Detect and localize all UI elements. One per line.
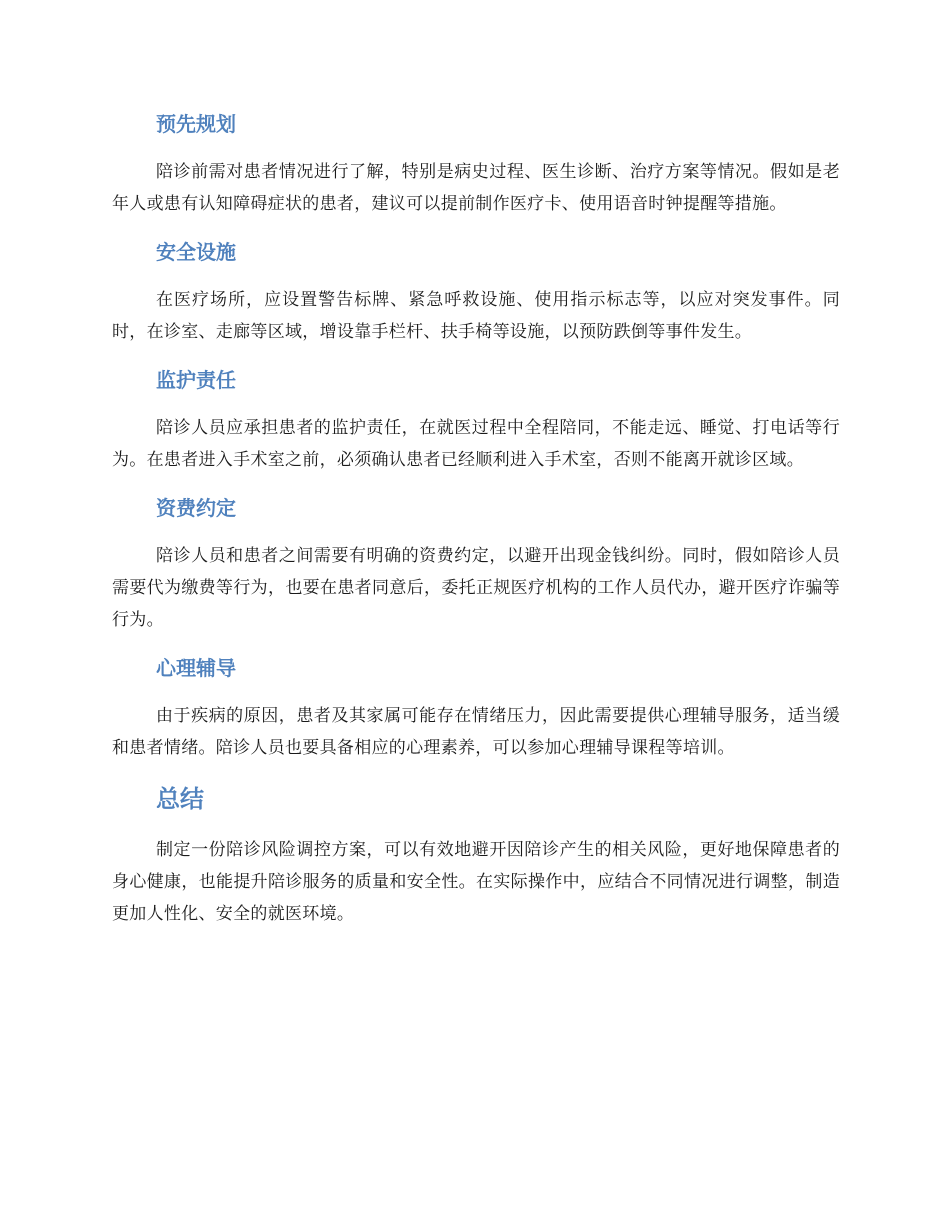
section-heading-fees: 资费约定 (156, 496, 236, 520)
document-content (112, 108, 840, 946)
section-body-planning: 陪诊前需对患者情况进行了解，特别是病史过程、医生诊断、治疗方案等情况。假如是老年人或患有认知障碍症状的患者，建议可以提前制作医疗卡、使用语音时钟提醒等措施。 (112, 162, 840, 214)
section-heading-counseling: 心理辅导 (156, 656, 236, 680)
summary-body: 制定一份陪诊风险调控方案，可以有效地避开因陪诊产生的相关风险，更好地保障患者的身心健康，也能提升陪诊服务的质量和安全性。在实际操作中，应结合不同情况进行调整，制造更加人性化、安全的就医环境。 (112, 840, 840, 924)
section-body-fees: 陪诊人员和患者之间需要有明确的资费约定，以避开出现金钱纠纷。同时，假如陪诊人员需要代为缴费等行为，也要在患者同意后，委托正规医疗机构的工作人员代办，避开医疗诈骗等行为。 (112, 546, 840, 630)
section-heading-safety: 安全设施 (156, 240, 236, 264)
section-heading-planning: 预先规划 (156, 112, 236, 136)
section-body-counseling: 由于疾病的原因，患者及其家属可能存在情绪压力，因此需要提供心理辅导服务，适当缓和患者情绪。陪诊人员也要具备相应的心理素养，可以参加心理辅导课程等培训。 (112, 706, 840, 758)
section-body-guardianship: 陪诊人员应承担患者的监护责任，在就医过程中全程陪同，不能走远、睡觉、打电话等行为。在患者进入手术室之前，必须确认患者已经顺利进入手术室，否则不能离开就诊区域。 (112, 418, 840, 470)
section-heading-guardianship: 监护责任 (156, 368, 236, 392)
summary-heading: 总结 (156, 785, 204, 813)
section-body-safety: 在医疗场所，应设置警告标牌、紧急呼救设施、使用指示标志等，以应对突发事件。同时，在诊室、走廊等区域，增设靠手栏杆、扶手椅等设施，以预防跌倒等事件发生。 (112, 290, 840, 342)
